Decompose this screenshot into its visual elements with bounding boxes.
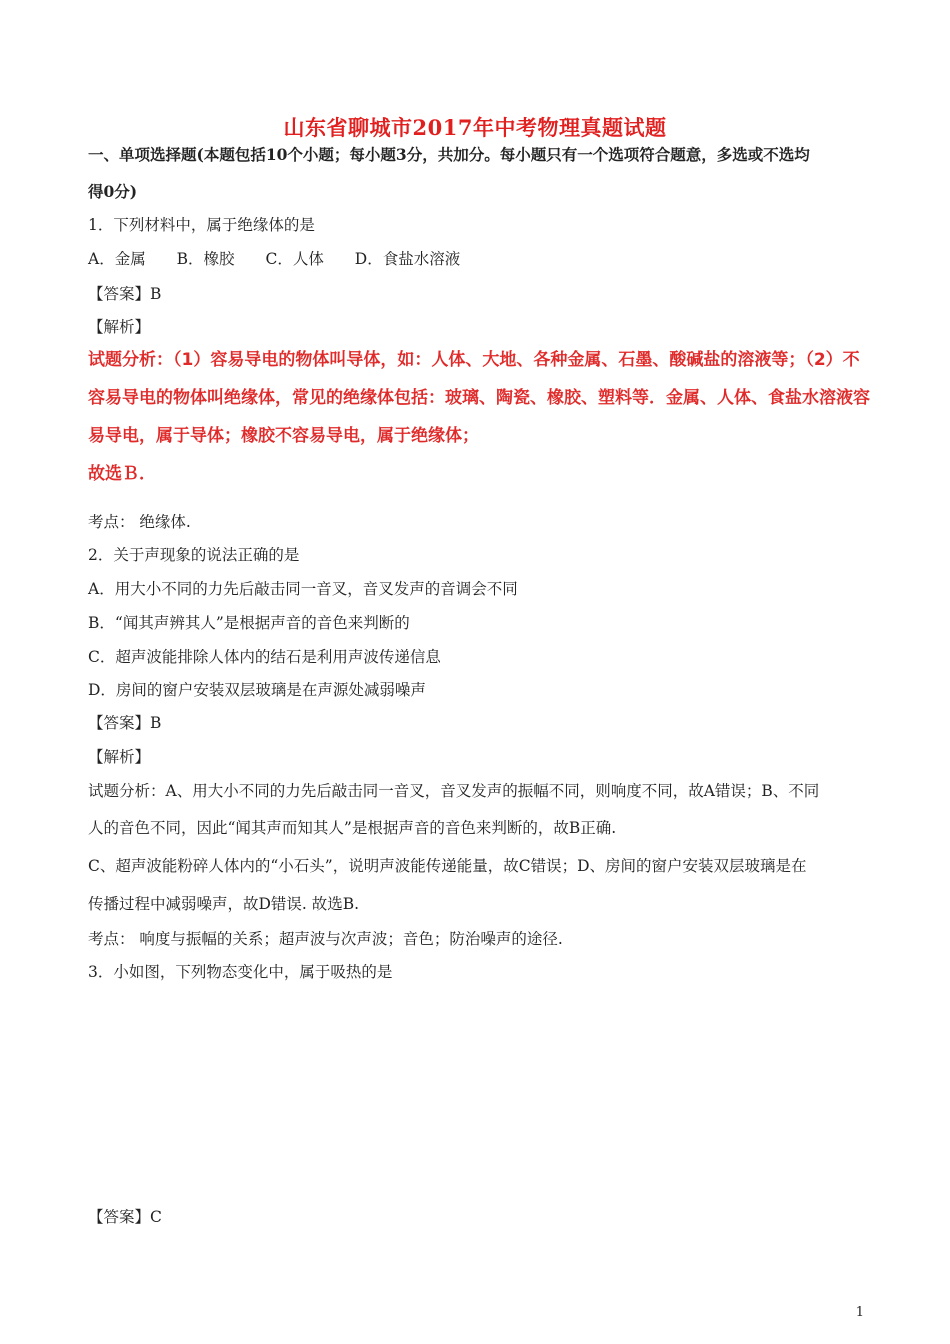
section-header: 一、单项选择题(本题包括10个小题；每小题3分，共加分。每小题只有一个选项符合题意，多选或不选均	[88, 145, 810, 164]
q2-analysis-line: 传播过程中减弱噪声，故D错误. 故选B.	[88, 895, 360, 913]
q1-analysis-line: 试题分析：（1）容易导电的物体叫导体，如：人体、大地、各种金属、石墨、酸碱盐的溶液等；（2）不	[88, 350, 860, 370]
q2-option-a: A．用大小不同的力先后敲击同一音叉，音叉发声的音调会不同	[88, 580, 518, 598]
q2-analysis-line: 试题分析：A、用大小不同的力先后敲击同一音叉，音叉发声的振幅不同，则响度不同，故A错误；B、不同	[88, 782, 820, 800]
q2-answer: 【答案】B	[88, 714, 162, 732]
q2-stem: 2．关于声现象的说法正确的是	[88, 546, 300, 564]
section-header-cont: 得0分)	[88, 182, 138, 201]
q3-figure-area	[88, 1000, 868, 1190]
q1-analysis-label: 【解析】	[88, 318, 151, 336]
q2-analysis-label: 【解析】	[88, 748, 151, 766]
q2-analysis-line: C、超声波能粉碎人体内的“小石头”，说明声波能传递能量，故C错误；D、房间的窗户安装双层玻璃是在	[88, 857, 807, 875]
page-title: 山东省聊城市2017年中考物理真题试题	[283, 115, 667, 140]
q3-answer: 【答案】C	[88, 1208, 162, 1226]
q2-option-c: C．超声波能排除人体内的结石是利用声波传递信息	[88, 648, 441, 666]
q1-options	[88, 249, 486, 269]
q1-stem: 1．下列材料中，属于绝缘体的是	[88, 216, 315, 234]
q1-analysis-line: 容易导电的物体叫绝缘体，常见的绝缘体包括：玻璃、陶瓷、橡胶、塑料等．金属、人体、食盐水溶液容	[88, 388, 870, 408]
q2-option-d: D．房间的窗户安装双层玻璃是在声源处减弱噪声	[88, 681, 426, 699]
q1-option-c: C．人体	[265, 250, 324, 268]
q2-kaodian: 考点： 响度与振幅的关系；超声波与次声波；音色；防治噪声的途径.	[88, 930, 563, 948]
q1-option-d: D．食盐水溶液	[354, 250, 461, 268]
page-number: 1	[855, 1305, 864, 1320]
q3-stem: 3．小如图，下列物态变化中，属于吸热的是	[88, 963, 393, 981]
q1-analysis-line: 易导电，属于导体；橡胶不容易导电，属于绝缘体；	[88, 426, 479, 446]
q1-option-b: B．橡胶	[176, 250, 235, 268]
q2-analysis-line: 人的音色不同，因此“闻其声而知其人”是根据声音的音色来判断的，故B正确.	[88, 819, 617, 837]
q1-analysis-line: 故选Ｂ．	[88, 464, 156, 484]
q1-answer: 【答案】B	[88, 285, 162, 303]
q1-kaodian: 考点： 绝缘体.	[88, 513, 191, 531]
q2-option-b: B．“闻其声辨其人”是根据声音的音色来判断的	[88, 614, 410, 632]
q1-option-a: A．金属	[88, 250, 146, 268]
